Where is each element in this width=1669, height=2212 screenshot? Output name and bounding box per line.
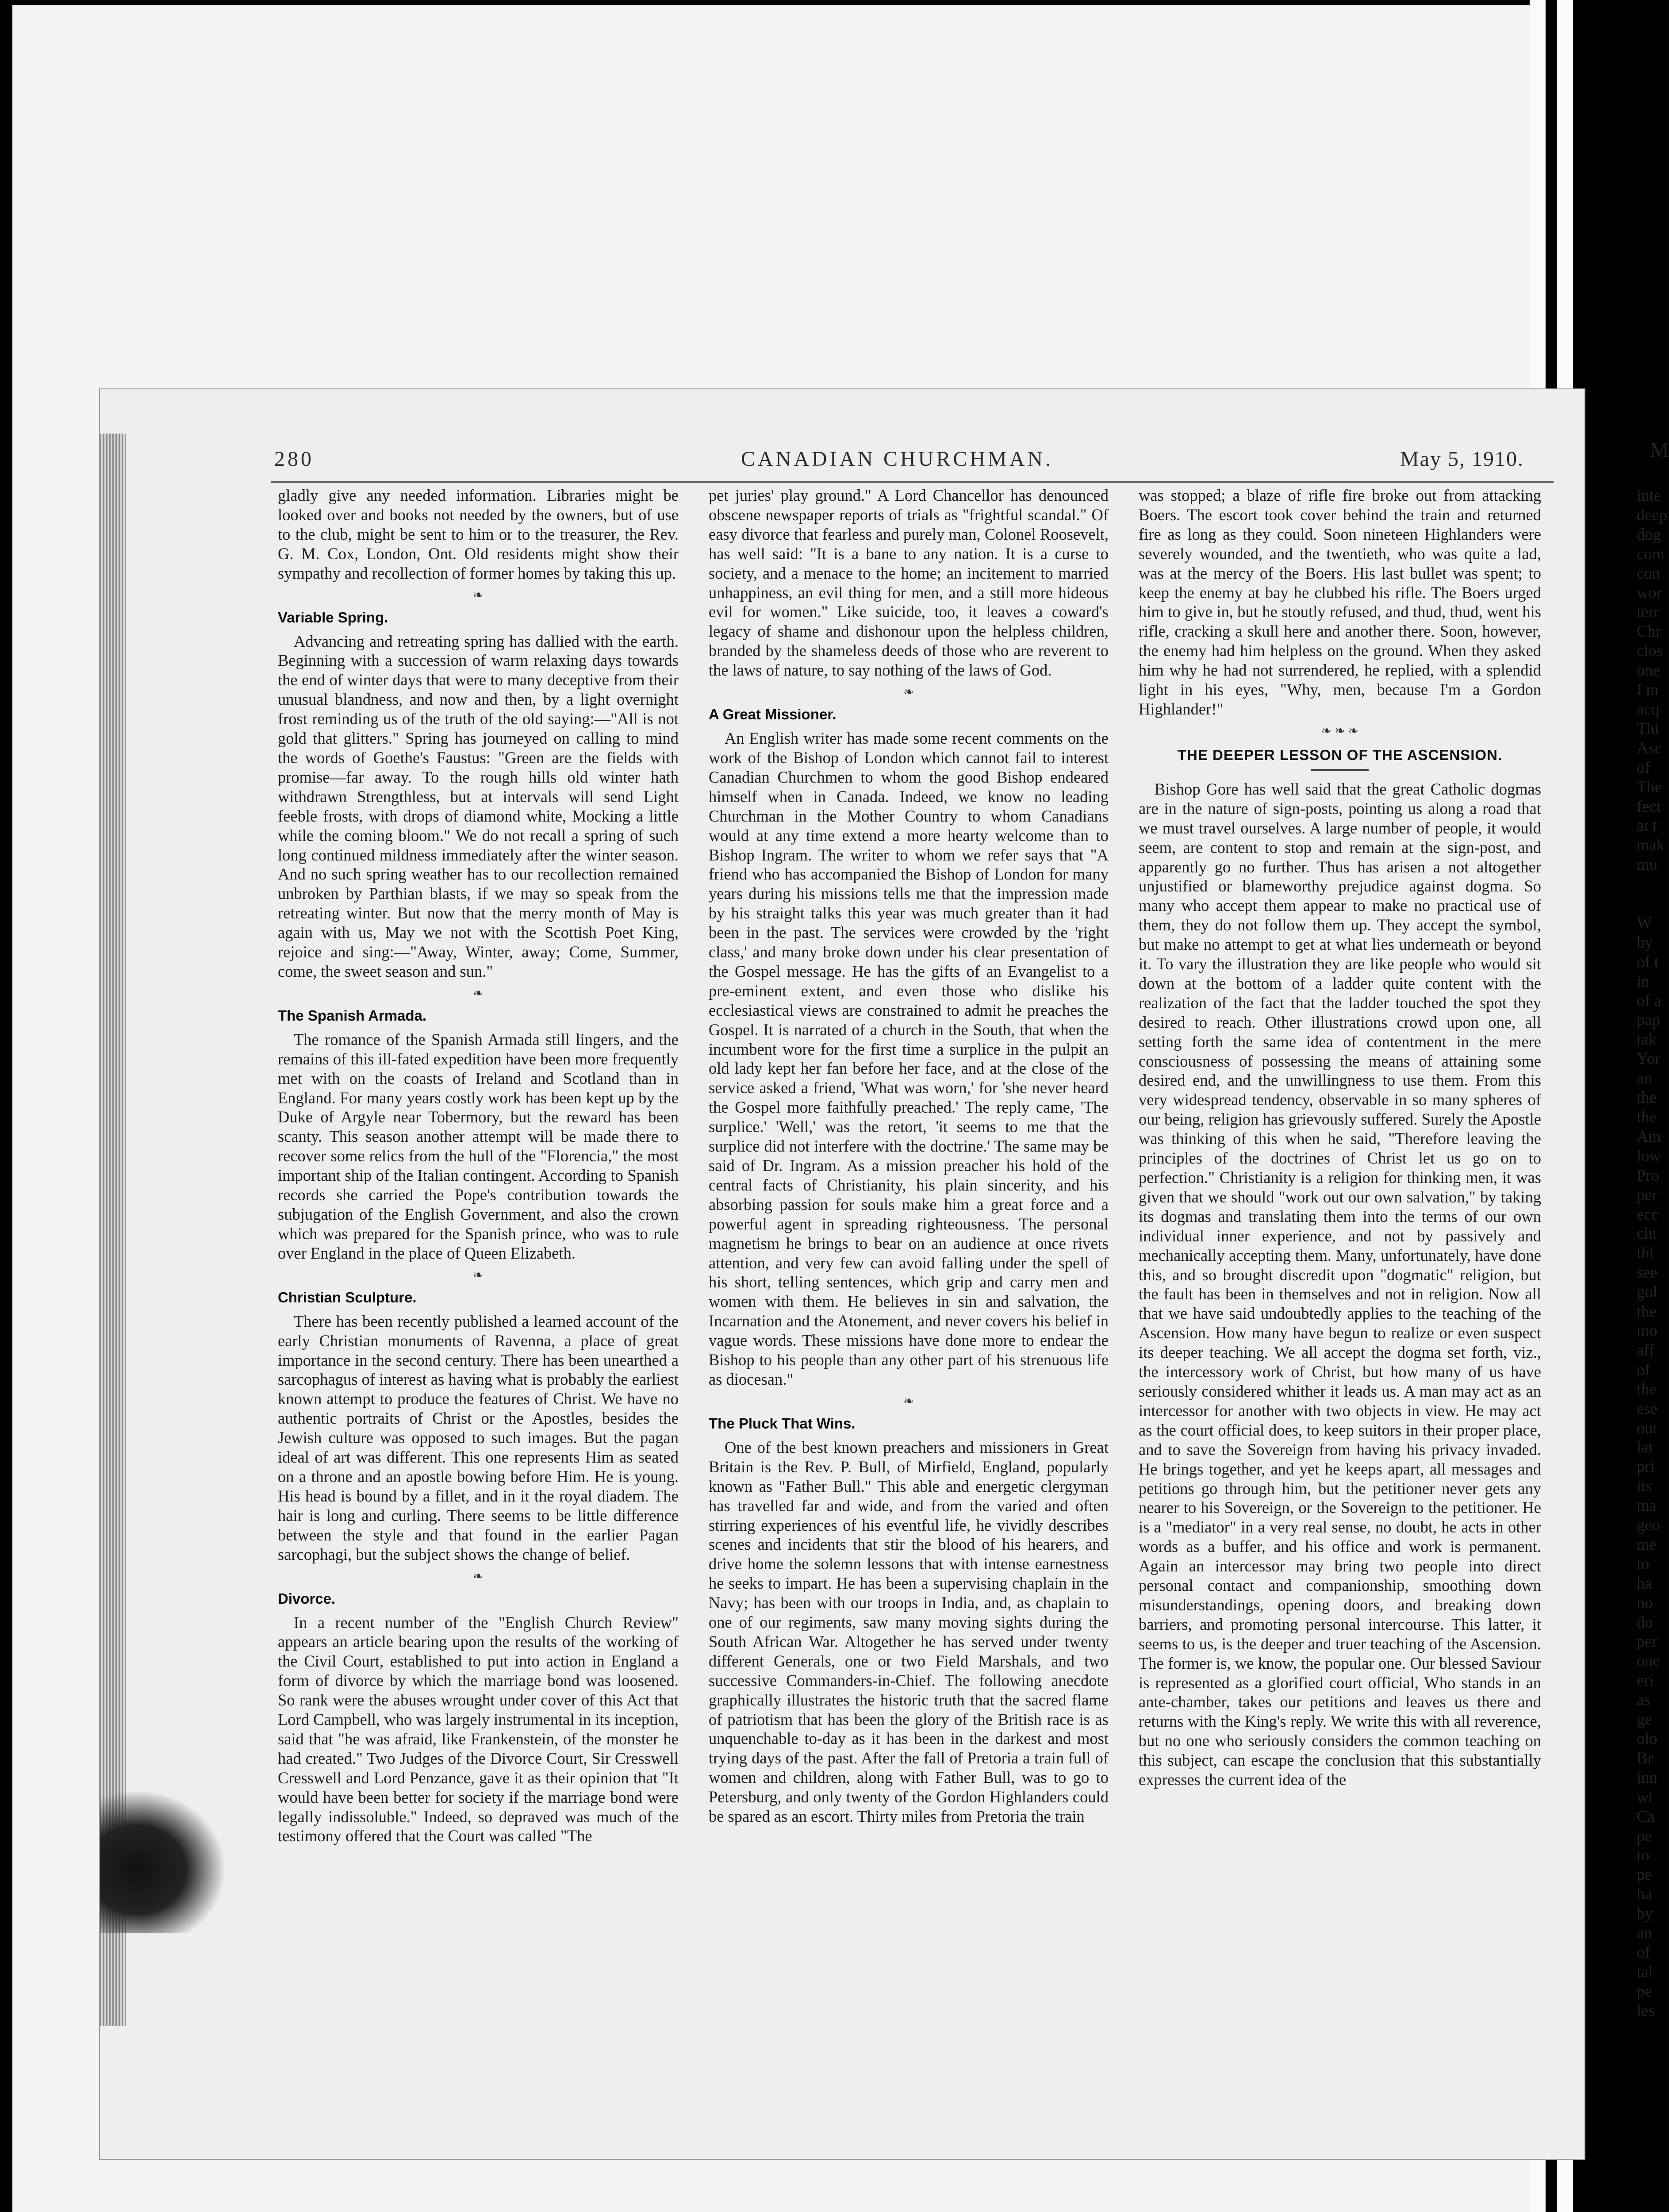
pluck-continued-paragraph: was stopped; a blaze of rifle fire broke out from attacking Boers. The escort took cover behind the train and returned fire as long as they could. Soon nineteen Highlanders were severely wounded, and the twentieth, who was quite a lad, was at the mercy of the Boers. His last bullet was spent; to keep the enemy at bay he clubbed his rifle. The Boers urged him to give in, but he stoutly refused, and thud, thud, went his rifle, cracking a skull here and another there. Soon, however, the enemy had him helpless on the ground. When they asked him why he had not surrendered, he replied, with a splendid light in his eyes, "Why, men, because I'm a Gordon Highlander!" — [1139, 486, 1541, 718]
section-ornament: ❧ — [473, 986, 483, 1000]
heading-deeper-lesson-ascension: THE DEEPER LESSON OF THE ASCENSION. — [1177, 746, 1503, 763]
film-sprocket-right-top — [1557, 0, 1573, 389]
column-2 — [709, 486, 1109, 1826]
section-ornament: ❧ — [903, 685, 914, 699]
newspaper-title: CANADIAN CHURCHMAN. — [741, 447, 1054, 471]
section-ornament: ❧ — [473, 1268, 483, 1282]
next-page-column-fragments: inte deep dog com con wor terr Chr clos one I m acq Thi Asc of The fect at t mak mu W by of t in of a pap tak Yor an the the Am low Pro per ecc clu thi see gol the mo aff of the ese out lat pri its ma geo me to ha no do per one eri as ge olo Br inn wi Ca pe to pe ha by an of tal pe les — [1637, 486, 1667, 2020]
section-ornament: ❧ — [903, 1394, 914, 1408]
heading-pluck-that-wins: The Pluck That Wins. — [709, 1415, 856, 1432]
page-number: 280 — [274, 447, 314, 471]
heading-divorce: Divorce. — [278, 1590, 336, 1607]
paragraph-spanish-armada: The romance of the Spanish Armada still lingers, and the remains of this ill-fated expedition have been more frequently met with on the coasts of Ireland and Scotland than in England. For many years costly work has been kept up by the Duke of Argyle near Tobermory, but the reward has been scanty. This season another attempt will be made there to recover some relics from the hull of the "Florencia," the most important ship of the Italian contingent. According to Spanish records she carried the Pope's contribution towards the subjugation of the English Government, and also the crown which was prepared for the Spanish prince, who was to rule over England in the place of Queen Elizabeth. — [278, 1030, 679, 1262]
section-ornament: ❧ — [473, 1569, 483, 1583]
next-page-header-fragment: M — [1650, 438, 1669, 462]
heading-variable-spring: Variable Spring. — [278, 609, 388, 626]
paragraph-pluck-that-wins: One of the best known preachers and missioners in Great Britain is the Rev. P. Bull, of Mirfield, England, popularly known as "Father Bull." This able and energetic clergyman has travelled far and wide, and from the varied and often stirring experiences of his eventful life, he vividly describes scenes and incidents that stir the blood of his hearers, and drive home the solemn lessons that with intense earnestness he seeks to impart. He has been a supervising chaplain in the Navy; has been with our troops in India, and, as chaplain to one of our regiments, saw many moving sights during the South African War. Altogether he has served under twenty different Generals, one or two Field Marshals, and two successive Commanders-in-Chief. The following anecdote graphically illustrates the historic truth that the sacred flame of patriotism that has been the glory of the British race is as unquenchable to-day as it has been in the darkest and most trying days of the past. After the fall of Pretoria a train full of women and children, along with Father Bull, was to go to Petersburg, and only twenty of the Gordon Highlanders could be spared as an escort. Thirty miles from Pretoria the train — [709, 1438, 1109, 1826]
section-ornament: ❧ — [473, 588, 483, 602]
triple-ornament: ❧ ❧ ❧ — [1321, 724, 1359, 738]
column-3 — [1139, 486, 1541, 1790]
club-paragraph: gladly give any needed information. Libraries might be looked over and books not needed by the owners, but of use to the club, might be sent to him or to the treasurer, the Rev. G. M. Cox, London, Ont. Old residents might show their sympathy and recollection of former homes by taking this up. — [278, 486, 679, 582]
header-rule — [271, 481, 1554, 483]
film-sprocket-right-bottom — [1557, 2159, 1573, 2212]
film-edge-left — [0, 0, 12, 2212]
thumb-shadow — [100, 1792, 224, 1933]
paragraph-variable-spring: Advancing and retreating spring has dallied with the earth. Beginning with a succession of warm relaxing days towards the end of winter days that were to many deceptive from their unusual blandness, and now and then, by a light overnight frost reminding us of the truth of the old saying:—"All is not gold that glitters." Spring has journeyed on calling to mind the words of Goethe's Faustus: "Green are the fields with promise—far away. To the rough hills old winter hath withdrawn Strengthless, but at intervals will send Light feeble frosts, with drops of diamond white, Mocking a little while the coming bloom." We do not recall a spring of such long continued mildness immediately after the winter season. And no such spring weather has to our recollection remained unbroken by Parthian blasts, if we may so speak from the retreating winter. But now that the merry month of May is again with us, May we not with the Scottish Poet King, rejoice and sing:—"Away, Winter, away; Come, Summer, come, the sweet season and sun." — [278, 632, 679, 980]
heading-spanish-armada: The Spanish Armada. — [278, 1007, 427, 1024]
paragraph-ascension: Bishop Gore has well said that the great Catholic dogmas are in the nature of sign-posts, pointing us along a road that we must travel ourselves. A large number of people, it would seem, are content to stop and remain at the sign-post, and apparently go no further. Thus has arisen a not altogether unjustified or blameworthy prejudice against dogma. So many who accept them appear to make no practical use of them, they do not follow them up. They accept the symbol, but make no attempt to get at what lies underneath or beyond it. To vary the illustration they are like people who would sit down at the bottom of a ladder quite content with the realization of the fact that the ladder touched the spot they desired to reach. Other illustrations crowd upon one, all setting forth the same idea of contentment in the mere consciousness of possessing the means of attaining some desired end, and the unwillingness to use them. From this very widespread tendency, observable in so many spheres of our being, religion has grievously suffered. Surely the Apostle was thinking of this when he said, "Therefore leaving the principles of the doctrines of Christ let us go on to perfection." Christianity is a religion for thinking men, it was given that we should "work out our own salvation," by taking its dogmas and translating them into the terms of our own individual inner experience, and not by passively and mechanically accepting them. Many, unfortunately, have done this, and so brought discredit upon "dogmatic" religion, but the fault has been in themselves and not in religion. Now all that we have said undoubtedly applies to the teaching of the Ascension. How many have begun to realize or even suspect its deeper teaching. We all accept the dogma set forth, viz., the intercessory work of Christ, but how many of us have seriously considered whither it leads us. A man may act as an intercessor for another with two objects in view. He may act as the court official does, to keep suitors in their proper place, and to save the Sovereign from having his privacy invaded. He brings together, and yet he keeps apart, all messages and petitions go through him, but the petitioner never gets any nearer to his Sovereign, or the Sovereign to the petitioner. He is a "mediator" in a very real sense, no doubt, he acts in other words as a buffer, and his office and work is permanent. Again an intercessor may bring two people into direct personal contact and companionship, smoothing down misunderstandings, opening doors, and breaking down barriers, and promoting personal intercourse. This latter, it seems to us, is the deeper and truer teaching of the Ascension. The former is, we know, the popular one. Our blessed Saviour is represented as a glorified court official, Who stands in an ante-chamber, takes our petitions and leaves us there and returns with the King's reply. We write this with all reverence, but no one who seriously considers the common teaching on this subject, can escape the conclusion that this substantially expresses the current idea of the — [1139, 780, 1541, 1789]
column-1 — [278, 486, 679, 1846]
heading-great-missioner: A Great Missioner. — [709, 706, 836, 723]
heading-short-rule — [1311, 769, 1369, 771]
page-stack-edge — [100, 434, 126, 2026]
heading-christian-sculpture: Christian Sculpture. — [278, 1289, 417, 1306]
paragraph-great-missioner: An English writer has made some recent comments on the work of the Bishop of London which cannot fail to interest Canadian Churchmen to whom the good Bishop endeared himself when in Canada. Indeed, we know no leading Churchman in the Mother Country to whom Canadians would at any time extend a more hearty welcome than to Bishop Ingram. The writer to whom we refer says that "A friend who has accompanied the Bishop of London for many years during his missions tells me that the impression made by his straight talks this year was much greater than it had been in the past. The services were crowded by the 'right class,' and many broke down under his clear presentation of the Gospel message. He has the gifts of an Evangelist to a pre-eminent extent, and even those who dislike his ecclesiastical views are constrained to admit he preaches the Gospel. It is narrated of a church in the South, that when the incumbent wore for the first time a surplice in the pulpit an old lady kept her fan before her face, and at the close of the service asked a friend, 'What was worn,' for 'she never heard the Gospel more faithfully preached.' The reply came, 'The surplice.' 'Well,' was the retort, 'it seems to me that the surplice did not interfere with the doctrine.' The same may be said of Dr. Ingram. As a mission preacher his hold of the central facts of Christianity, his plain sincerity, and his absorbing passion for souls make him a great force and a powerful agent in spreading righteousness. The personal magnetism he brings to bear on an audience at once rivets attention, and very few can avoid falling under the spell of his short, telling sentences, which grip and carry men and women with them. He believes in sin and salvation, the Incarnation and the Atonement, and never covers his belief in vague words. These missions have done more to endear the Bishop to his people than any other part of his strenuous life as diocesan." — [709, 729, 1109, 1388]
paragraph-divorce: In a recent number of the "English Church Review" appears an article bearing upon the results of the working of the Civil Court, established to put into action in England a form of divorce by which the marriage bond was loosened. So rank were the abuses wrought under cover of this Act that Lord Campbell, who was largely instrumental in its inception, said that "he was afraid, like Frankenstein, of the monster he had created." Two Judges of the Divorce Court, Sir Cresswell Cresswell and Lord Penzance, gave it as their opinion that "It would have been better for society if the marriage bond were legally indissoluble." Indeed, so depraved was much of the testimony offered that the Court was called "The — [278, 1613, 679, 1845]
issue-date: May 5, 1910. — [1400, 447, 1524, 471]
paragraph-christian-sculpture: There has been recently published a learned account of the early Christian monuments of Ravenna, a place of great importance in the second century. There has been unearthed a sarcophagus of interest as having what is probably the earliest known attempt to produce the features of Christ. We have no authentic portraits of Christ or the Apostles, besides the Jewish culture was opposed to such images. But the pagan ideal of art was different. This one represents Him as seated on a throne and an apostle bowing before Him. He is young. His head is bound by a fillet, and in it the royal diadem. The hair is long and curling. There seems to be little difference between the style and that found in the earlier Pagan sarcophagi, but the subject shows the change of belief. — [278, 1312, 679, 1563]
divorce-continued-paragraph: pet juries' play ground." A Lord Chancellor has denounced obscene newspaper reports of trials as "frightful scandal." Of easy divorce that fearless and purely man, Colonel Roosevelt, has well said: "It is a bane to any nation. It is a curse to society, and a menace to the home; an incitement to married unhappiness, an evil thing for men, and a still more hideous evil for women." Like suicide, too, it leaves a coward's legacy of shame and dishonour upon the helpless children, branded by the shameless deeds of those who are reverent to the laws of nature, to say nothing of the laws of God. — [709, 486, 1109, 680]
film-sprocket-left-top — [1530, 0, 1546, 389]
film-sprocket-left-bottom — [1530, 2159, 1546, 2212]
